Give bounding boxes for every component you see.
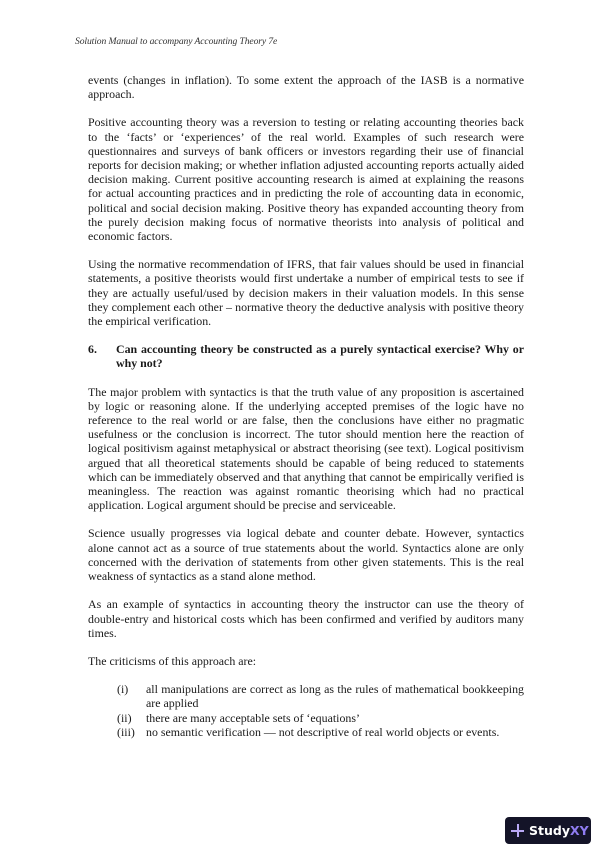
paragraph-positive-theory: Positive accounting theory was a reversion to testing or relating accounting theories back to the ‘facts’ or ‘experiences’ of the real world. Examples of such research were questionnaires and surveys of bank officers or investors regarding their use of financial reports for decision making; or whether inflation adjusted accounting reports actually aided decision making. Current positive accounting research is aimed at explaining the reasons for actual accounting practices and in predicting the role of accounting data in economic, political and social decision making. Positive theory has expanded accounting theory from the purely decision making focus of normative theorists into analysis of political and economic factors. bbox=[88, 115, 524, 244]
list-item-text: no semantic verification — not descriptive of real world objects or events. bbox=[146, 724, 500, 739]
paragraph-continuation: events (changes in inflation). To some extent the approach of the IASB is a normative approach. bbox=[88, 73, 524, 102]
page-content bbox=[88, 73, 524, 739]
criticisms-list bbox=[88, 682, 524, 739]
question-heading bbox=[88, 342, 524, 370]
running-header: Solution Manual to accompany Accounting Theory 7e bbox=[75, 36, 278, 47]
studyxy-badge[interactable] bbox=[505, 817, 591, 844]
list-item bbox=[117, 711, 524, 725]
list-numeral: (iii) bbox=[117, 724, 135, 739]
list-item bbox=[117, 682, 524, 710]
paragraph-criticisms-intro: The criticisms of this approach are: bbox=[88, 653, 257, 668]
question-number: 6. bbox=[88, 342, 97, 357]
list-numeral: (ii) bbox=[117, 710, 132, 725]
paragraph-science: Science usually progresses via logical debate and counter debate. However, syntactics alone cannot act as a source of true statements about the world. Syntactics alone are only concerned with the derivation of statements from other given statements. This is the real weakness of syntactics as a stand alone method. bbox=[88, 526, 524, 584]
list-numeral: (i) bbox=[117, 682, 129, 697]
question-text: Can accounting theory be constructed as a purely syntactical exercise? Why or why not? bbox=[116, 342, 524, 371]
badge-label-study: Study bbox=[529, 823, 570, 838]
badge-label-xy: XY bbox=[569, 823, 589, 838]
paragraph-syntactics-problem: The major problem with syntactics is that the truth value of any proposition is ascertained by logic or reasoning alone. If the underlying accepted premises of the logic have no reference to the real world or are false, then the conclusions have either no pragmatic usefulness or the conclusion is incorrect. The tutor should mention here the reaction of logical positivism against metaphysical or abstract theorising (see text). Logical positivism argued that all theoretical statements should be capable of being reduced to statements which can be immediately observed and that anything that cannot be empirically verified is meaningless. The reaction was against romantic theorising which had no practical application. Logical argument should be precise and serviceable. bbox=[88, 384, 524, 513]
paragraph-ifrs: Using the normative recommendation of IFRS, that fair values should be used in financial statements, a positive theorists would first undertake a number of empirical tests to see if they are actually useful/used by decision makers in their valuation models. In this sense they complement each other – normative theory the deductive analysis with positive theory the empirical verification. bbox=[88, 257, 524, 329]
paragraph-example: As an example of syntactics in accounting theory the instructor can use the theory of double-entry and historical costs which has been confirmed and verified by auditors many times. bbox=[88, 597, 524, 640]
list-item bbox=[117, 725, 524, 739]
list-item-text: all manipulations are correct as long as the rules of mathematical bookkeeping are applied bbox=[146, 682, 524, 711]
list-item-text: there are many acceptable sets of ‘equations’ bbox=[146, 710, 360, 725]
plus-icon bbox=[511, 824, 524, 837]
